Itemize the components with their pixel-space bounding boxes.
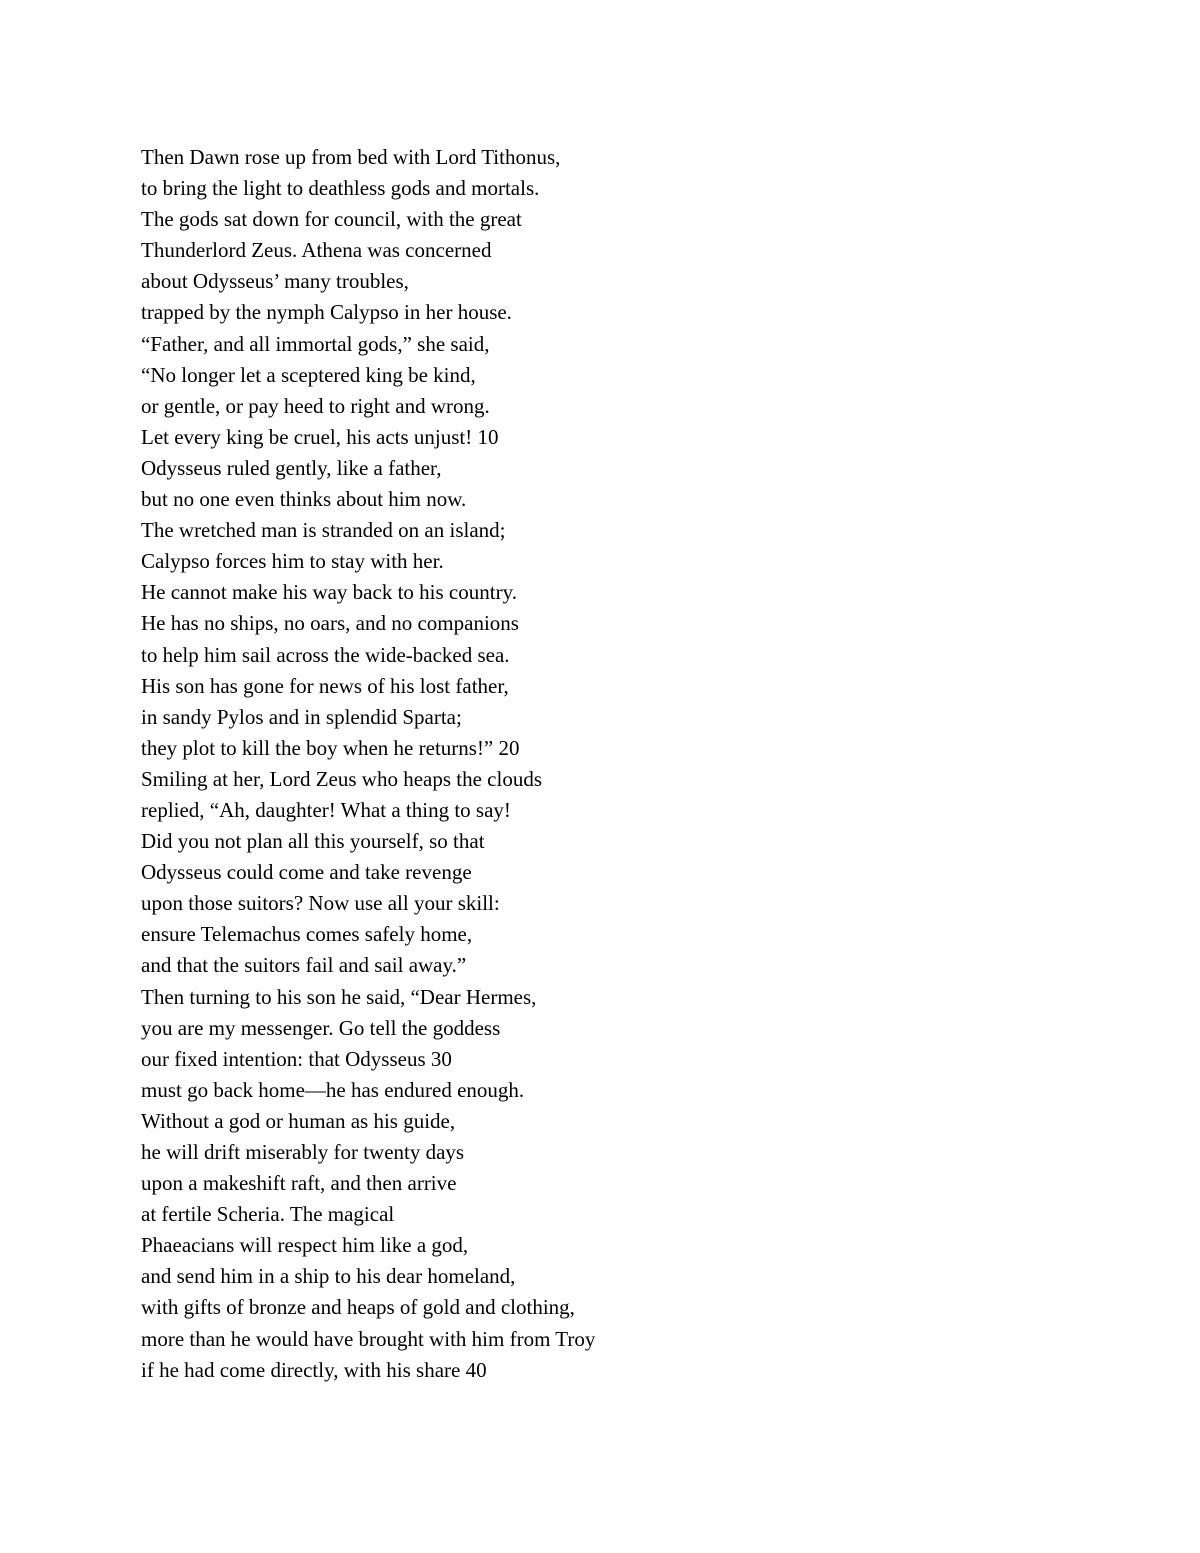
poem-line: He cannot make his way back to his country. xyxy=(141,580,517,605)
poem-line: upon those suitors? Now use all your skill: xyxy=(141,891,500,916)
poem-line: “Father, and all immortal gods,” she said, xyxy=(141,331,490,356)
poem-line: Thunderlord Zeus. Athena was concerned xyxy=(141,238,492,263)
poem-line: to help him sail across the wide-backed sea. xyxy=(141,642,510,667)
poem-line: Did you not plan all this yourself, so that xyxy=(141,829,485,854)
poem-line: Then turning to his son he said, “Dear Hermes, xyxy=(141,984,537,1009)
poem-line: with gifts of bronze and heaps of gold and clothing, xyxy=(141,1295,575,1320)
poem-line: Let every king be cruel, his acts unjust! 10 xyxy=(141,424,499,449)
poem-line: Odysseus ruled gently, like a father, xyxy=(141,455,442,480)
poem-line: Then Dawn rose up from bed with Lord Tithonus, xyxy=(141,145,561,169)
poem-line: upon a makeshift raft, and then arrive xyxy=(141,1171,457,1196)
poem-line: they plot to kill the boy when he returns!” 20 xyxy=(141,735,520,760)
poem-line: replied, “Ah, daughter! What a thing to say! xyxy=(141,797,511,822)
poem-line: The wretched man is stranded on an island; xyxy=(141,518,506,543)
poem-text xyxy=(141,142,595,1386)
poem-line: more than he would have brought with him from Troy xyxy=(141,1326,596,1351)
poem-line: about Odysseus’ many troubles, xyxy=(141,269,409,294)
poem-line: Smiling at her, Lord Zeus who heaps the clouds xyxy=(141,766,542,791)
poem-line: he will drift miserably for twenty days xyxy=(141,1140,465,1164)
poem-line: our fixed intention: that Odysseus 30 xyxy=(141,1046,452,1071)
poem-line: ensure Telemachus comes safely home, xyxy=(141,922,473,947)
poem-line: you are my messenger. Go tell the goddess xyxy=(141,1015,501,1040)
poem-line: Odysseus could come and take revenge xyxy=(141,860,472,885)
poem-line: if he had come directly, with his share 40 xyxy=(141,1357,487,1382)
poem-line: “No longer let a sceptered king be kind, xyxy=(141,362,476,387)
poem-line: Phaeacians will respect him like a god, xyxy=(141,1233,469,1258)
poem-line: or gentle, or pay heed to right and wrong. xyxy=(141,393,490,418)
poem-line: Without a god or human as his guide, xyxy=(141,1108,456,1133)
poem-line: at fertile Scheria. The magical xyxy=(141,1202,395,1227)
poem-line: trapped by the nymph Calypso in her house. xyxy=(141,300,512,325)
poem-line: to bring the light to deathless gods and mortals. xyxy=(141,176,540,201)
poem-line: and that the suitors fail and sail away.” xyxy=(141,953,467,978)
poem-line: His son has gone for news of his lost father, xyxy=(141,673,509,698)
poem-line: must go back home—he has endured enough. xyxy=(141,1077,525,1102)
poem-line: in sandy Pylos and in splendid Sparta; xyxy=(141,704,462,729)
poem-line: but no one even thinks about him now. xyxy=(141,487,467,512)
poem-line: He has no ships, no oars, and no companions xyxy=(141,611,519,636)
poem-line: The gods sat down for council, with the great xyxy=(141,207,522,232)
poem-line: and send him in a ship to his dear homeland, xyxy=(141,1264,516,1289)
poem-line: Calypso forces him to stay with her. xyxy=(141,549,444,574)
